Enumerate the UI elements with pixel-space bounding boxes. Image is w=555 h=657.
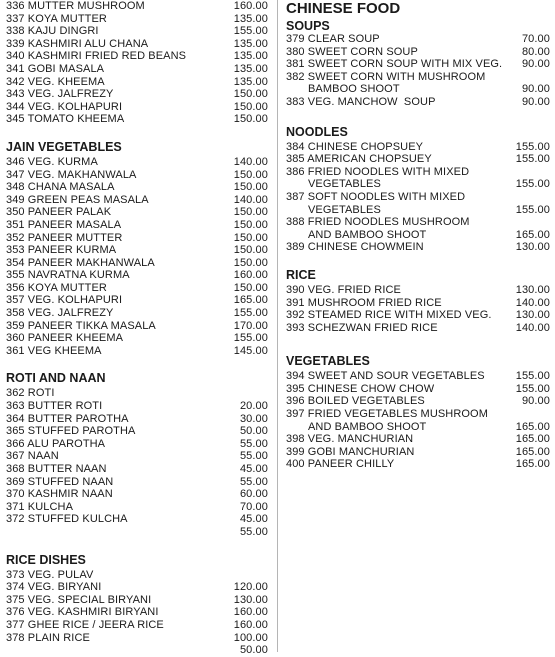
menu-item-price: 150.00 — [233, 181, 268, 194]
menu-item-row — [286, 141, 550, 154]
list-roti-and-naan — [6, 387, 268, 538]
menu-item-name: 399 GOBI MANCHURIAN — [286, 445, 415, 458]
menu-item-price: 135.00 — [233, 75, 268, 88]
menu-item-price: 70.00 — [521, 33, 550, 45]
menu-item-price: 150.00 — [233, 256, 268, 269]
menu-item-name: 380 SWEET CORN SOUP — [286, 45, 418, 58]
menu-item-row — [6, 501, 268, 514]
menu-item-row — [6, 476, 268, 489]
menu-item-price: 120.00 — [233, 581, 268, 594]
menu-item-name: 361 VEG KHEEMA — [6, 344, 102, 357]
menu-item-price: 55.00 — [239, 525, 268, 538]
menu-item-name: 394 SWEET AND SOUR VEGETABLES — [286, 370, 485, 383]
menu-item-price: 150.00 — [233, 231, 268, 244]
menu-item-row — [6, 194, 268, 207]
list-noodles — [286, 141, 550, 254]
menu-item-price: 150.00 — [233, 281, 268, 294]
menu-item-price: 100.00 — [233, 631, 268, 644]
menu-item-price: 155.00 — [515, 370, 550, 383]
menu-item-name: 351 PANEER MASALA — [6, 218, 122, 231]
menu-item-row — [6, 101, 268, 114]
menu-item-name: 393 SCHEZWAN FRIED RICE — [286, 321, 438, 334]
menu-item-row — [286, 229, 550, 242]
menu-item-row — [6, 113, 268, 126]
menu-item-price: 165.00 — [515, 458, 550, 471]
menu-item-price: 135.00 — [233, 12, 268, 25]
menu-item-name: 345 TOMATO KHEEMA — [6, 113, 125, 126]
menu-item-row — [6, 63, 268, 76]
menu-item-row — [6, 25, 268, 38]
menu-item-name: 336 MUTTER MUSHROOM — [6, 0, 145, 12]
menu-item-name: 357 VEG. KOLHAPURI — [6, 294, 123, 307]
menu-item-row — [6, 413, 268, 426]
menu-item-name: BAMBOO SHOOT — [308, 83, 400, 96]
menu-item-price: 150.00 — [233, 88, 268, 101]
menu-item-name: 390 VEG. FRIED RICE — [286, 283, 401, 296]
menu-item-name: VEGETABLES — [308, 203, 381, 216]
menu-item-row — [6, 232, 268, 245]
list-soups — [286, 33, 550, 109]
menu-item-price: 165.00 — [515, 420, 550, 433]
menu-item-price: 165.00 — [515, 228, 550, 241]
list-vegetables — [286, 370, 550, 471]
menu-item-row — [286, 284, 550, 297]
section-heading-jain-vegetables: JAIN VEGETABLES — [6, 139, 122, 154]
menu-item-name: 356 KOYA MUTTER — [6, 281, 107, 294]
menu-item-price: 90.00 — [521, 395, 550, 408]
menu-item-name: 340 KASHMIRI FRIED RED BEANS — [6, 50, 187, 63]
menu-item-name: 395 CHINESE CHOW CHOW — [286, 382, 435, 395]
menu-item-row — [6, 632, 268, 645]
menu-item-name: 376 VEG. KASHMIRI BIRYANI — [6, 606, 159, 619]
menu-item-price: 155.00 — [515, 140, 550, 153]
menu-item-row — [286, 297, 550, 310]
menu-item-name: 360 PANEER KHEEMA — [6, 332, 124, 345]
menu-item-name: 342 VEG. KHEEMA — [6, 75, 105, 88]
menu-item-row — [286, 446, 550, 459]
menu-item-price: 60.00 — [239, 488, 268, 501]
menu-item-name: 398 VEG. MANCHURIAN — [286, 433, 414, 446]
menu-item-price: 130.00 — [515, 309, 550, 322]
menu-item-name: 365 STUFFED PAROTHA — [6, 425, 136, 438]
menu-item-row — [286, 153, 550, 166]
menu-item-row — [6, 425, 268, 438]
menu-item-price: 135.00 — [233, 62, 268, 75]
menu-item-row — [6, 181, 268, 194]
menu-item-price: 150.00 — [233, 218, 268, 231]
menu-item-row — [6, 387, 268, 400]
menu-item-price: 135.00 — [233, 50, 268, 63]
menu-item-price: 150.00 — [233, 244, 268, 257]
menu-item-row — [6, 76, 268, 89]
menu-item-name: 343 VEG. JALFREZY — [6, 88, 114, 101]
menu-item-name: 370 KASHMIR NAAN — [6, 488, 113, 501]
menu-item-price: 20.00 — [239, 400, 268, 413]
menu-item-name: 381 SWEET CORN SOUP WITH MIX VEG. — [286, 58, 503, 71]
menu-item-row — [6, 244, 268, 257]
section-heading-vegetables: VEGETABLES — [286, 354, 370, 369]
menu-item-price: 155.00 — [233, 25, 268, 38]
menu-item-price: 155.00 — [515, 153, 550, 166]
menu-item-name: 400 PANEER CHILLY — [286, 458, 395, 471]
menu-item-price: 90.00 — [521, 83, 550, 96]
menu-item-price: 80.00 — [521, 45, 550, 58]
menu-item-name: 391 MUSHROOM FRIED RICE — [286, 296, 442, 309]
menu-item-row — [286, 309, 550, 322]
menu-item-name: 358 VEG. JALFREZY — [6, 307, 114, 320]
menu-item-row — [6, 450, 268, 463]
menu-item-name: 372 STUFFED KULCHA — [6, 513, 128, 526]
menu-item-price: 170.00 — [233, 319, 268, 332]
menu-item-price: 160.00 — [233, 618, 268, 631]
menu-item-row — [286, 433, 550, 446]
menu-item-row — [6, 257, 268, 270]
right-column — [286, 0, 550, 471]
menu-item-price: 55.00 — [239, 450, 268, 463]
menu-item-row — [6, 594, 268, 607]
menu-item-name: 368 BUTTER NAAN — [6, 463, 107, 475]
menu-item-name: 388 FRIED NOODLES MUSHROOM — [286, 216, 470, 229]
menu-item-price: 165.00 — [515, 445, 550, 458]
section-heading-rice-dishes: RICE DISHES — [6, 552, 86, 567]
menu-item-row — [6, 269, 268, 282]
menu-item-price: 130.00 — [515, 241, 550, 254]
column-divider — [277, 0, 278, 652]
menu-item-name: 355 NAVRATNA KURMA — [6, 269, 130, 282]
menu-item-price: 140.00 — [515, 296, 550, 309]
menu-item-price: 70.00 — [239, 500, 268, 513]
menu-item-name: 373 VEG. PULAV — [6, 568, 94, 581]
menu-item-name: 383 VEG. MANCHOW SOUP — [286, 95, 436, 108]
menu-item-row — [286, 383, 550, 396]
section-heading-soups: SOUPS — [286, 19, 330, 33]
menu-item-row — [286, 178, 550, 191]
menu-item-row — [286, 83, 550, 96]
menu-item-name: 344 VEG. KOLHAPURI — [6, 100, 123, 113]
menu-item-row — [286, 322, 550, 335]
menu-item-name: AND BAMBOO SHOOT — [308, 228, 427, 241]
menu-item-row — [6, 307, 268, 320]
menu-item-row — [6, 619, 268, 632]
menu-item-name: 377 GHEE RICE / JEERA RICE — [6, 618, 164, 631]
menu-item-row — [6, 88, 268, 101]
menu-item-price: 30.00 — [239, 412, 268, 425]
menu-item-price: 55.00 — [239, 437, 268, 450]
menu-item-name: 338 KAJU DINGRI — [6, 25, 99, 38]
menu-item-row — [6, 13, 268, 26]
menu-item-name: 359 PANEER TIKKA MASALA — [6, 319, 156, 332]
menu-item-row — [6, 569, 268, 582]
menu-item-name: 387 SOFT NOODLES WITH MIXED — [286, 190, 466, 203]
menu-item-price: 90.00 — [521, 95, 550, 108]
menu-item-price: 160.00 — [233, 606, 268, 619]
menu-item-row — [286, 370, 550, 383]
section-heading-roti-and-naan: ROTI AND NAAN — [6, 371, 106, 386]
menu-item-price: 50.00 — [239, 644, 268, 657]
menu-item-row — [6, 50, 268, 63]
menu-item-row — [286, 96, 550, 109]
menu-item-price: 130.00 — [233, 593, 268, 606]
menu-item-row — [6, 282, 268, 295]
menu-item-name: VEGETABLES — [308, 178, 381, 191]
list-rice-dishes — [6, 569, 268, 657]
list-rice — [286, 284, 550, 334]
menu-item-name: 374 VEG. BIRYANI — [6, 581, 102, 594]
left-column — [6, 0, 268, 657]
menu-item-row — [6, 0, 268, 13]
menu-item-row — [6, 644, 268, 657]
menu-item-row — [6, 294, 268, 307]
menu-item-name: 369 STUFFED NAAN — [6, 475, 114, 488]
menu-item-row — [6, 219, 268, 232]
menu-item-price: 140.00 — [233, 155, 268, 168]
menu-item-row — [6, 463, 268, 476]
menu-item-row — [286, 71, 550, 84]
menu-item-price: 155.00 — [515, 178, 550, 191]
menu-item-row — [286, 421, 550, 434]
menu-item-row — [6, 320, 268, 333]
menu-item-row — [6, 206, 268, 219]
menu-item-name: 378 PLAIN RICE — [6, 631, 90, 644]
menu-item-name: 353 PANEER KURMA — [6, 244, 117, 257]
menu-item-name: AND BAMBOO SHOOT — [308, 420, 427, 433]
menu-item-name: 385 AMERICAN CHOPSUEY — [286, 153, 432, 166]
menu-item-name: 386 FRIED NOODLES WITH MIXED — [286, 165, 470, 178]
menu-item-row — [6, 438, 268, 451]
menu-item-row — [286, 216, 550, 229]
menu-item-row — [6, 606, 268, 619]
menu-item-row — [6, 169, 268, 182]
menu-item-row — [286, 33, 550, 46]
menu-item-price: 165.00 — [233, 294, 268, 307]
menu-item-row — [286, 458, 550, 471]
menu-item-price: 90.00 — [521, 58, 550, 71]
menu-item-price: 155.00 — [515, 382, 550, 395]
menu-item-name: 392 STEAMED RICE WITH MIXED VEG. — [286, 309, 492, 322]
menu-item-row — [286, 204, 550, 217]
menu-item-name: 389 CHINESE CHOWMEIN — [286, 241, 424, 254]
menu-item-name: 364 BUTTER PAROTHA — [6, 412, 129, 425]
menu-item-price: 45.00 — [239, 463, 268, 475]
section-heading-rice: RICE — [286, 267, 316, 282]
menu-item-row — [6, 332, 268, 345]
menu-item-row — [6, 488, 268, 501]
menu-item-price: 135.00 — [233, 37, 268, 50]
menu-item-name: 362 ROTI — [6, 387, 55, 400]
menu-item-row — [286, 166, 550, 179]
menu-item-name: 349 GREEN PEAS MASALA — [6, 193, 149, 206]
menu-item-name: 396 BOILED VEGETABLES — [286, 395, 425, 408]
menu-item-price: 50.00 — [239, 425, 268, 438]
menu-item-price: 130.00 — [515, 283, 550, 296]
menu-item-price: 150.00 — [233, 100, 268, 113]
menu-item-name: 367 NAAN — [6, 450, 59, 463]
menu-item-price: 160.00 — [233, 269, 268, 282]
menu-item-price: 55.00 — [239, 475, 268, 488]
menu-item-price: 145.00 — [233, 344, 268, 357]
menu-item-name: 384 CHINESE CHOPSUEY — [286, 140, 424, 153]
menu-item-price: 155.00 — [233, 307, 268, 320]
menu-item-row — [6, 400, 268, 413]
menu-item-name: 339 KASHMIRI ALU CHANA — [6, 37, 149, 50]
menu-item-price: 150.00 — [233, 168, 268, 181]
menu-item-price: 160.00 — [233, 0, 268, 12]
menu-item-name: 379 CLEAR SOUP — [286, 33, 380, 45]
menu-item-price: 155.00 — [233, 332, 268, 345]
menu-item-price: 150.00 — [233, 206, 268, 219]
menu-item-row — [286, 395, 550, 408]
menu-item-row — [6, 581, 268, 594]
list-jain-vegetables — [6, 156, 268, 358]
menu-item-name: 347 VEG. MAKHANWALA — [6, 168, 137, 181]
menu-item-name: 346 VEG. KURMA — [6, 155, 98, 168]
list-top-items — [6, 0, 268, 126]
menu-item-row — [6, 38, 268, 51]
menu-item-price: 150.00 — [233, 113, 268, 126]
menu-item-row — [6, 526, 268, 539]
chinese-food-title: CHINESE FOOD — [286, 0, 401, 17]
menu-item-name: 371 KULCHA — [6, 500, 74, 513]
menu-item-name: 354 PANEER MAKHANWALA — [6, 256, 155, 269]
menu-item-name: 382 SWEET CORN WITH MUSHROOM — [286, 70, 486, 83]
menu-item-price: 140.00 — [515, 321, 550, 334]
menu-item-name: 337 KOYA MUTTER — [6, 12, 107, 25]
menu-item-row — [286, 191, 550, 204]
menu-item-price: 140.00 — [233, 193, 268, 206]
menu-item-row — [6, 345, 268, 358]
menu-item-price: 45.00 — [239, 513, 268, 526]
section-heading-noodles: NOODLES — [286, 124, 348, 139]
menu-item-name: 352 PANEER MUTTER — [6, 231, 123, 244]
menu-item-name: 397 FRIED VEGETABLES MUSHROOM — [286, 408, 488, 421]
menu-item-price: 165.00 — [515, 433, 550, 446]
menu-item-row — [286, 408, 550, 421]
menu-item-row — [286, 46, 550, 59]
menu-item-name: 366 ALU PAROTHA — [6, 437, 106, 450]
menu-item-row — [6, 156, 268, 169]
menu-item-name: 350 PANEER PALAK — [6, 206, 112, 219]
menu-item-row — [6, 513, 268, 526]
menu-item-price: 155.00 — [515, 203, 550, 216]
menu-item-row — [286, 58, 550, 71]
menu-item-name: 348 CHANA MASALA — [6, 181, 115, 194]
menu-item-name: 363 BUTTER ROTI — [6, 400, 103, 413]
menu-item-row — [286, 241, 550, 254]
menu-item-name: 375 VEG. SPECIAL BIRYANI — [6, 593, 152, 606]
menu-item-name: 341 GOBI MASALA — [6, 62, 105, 75]
